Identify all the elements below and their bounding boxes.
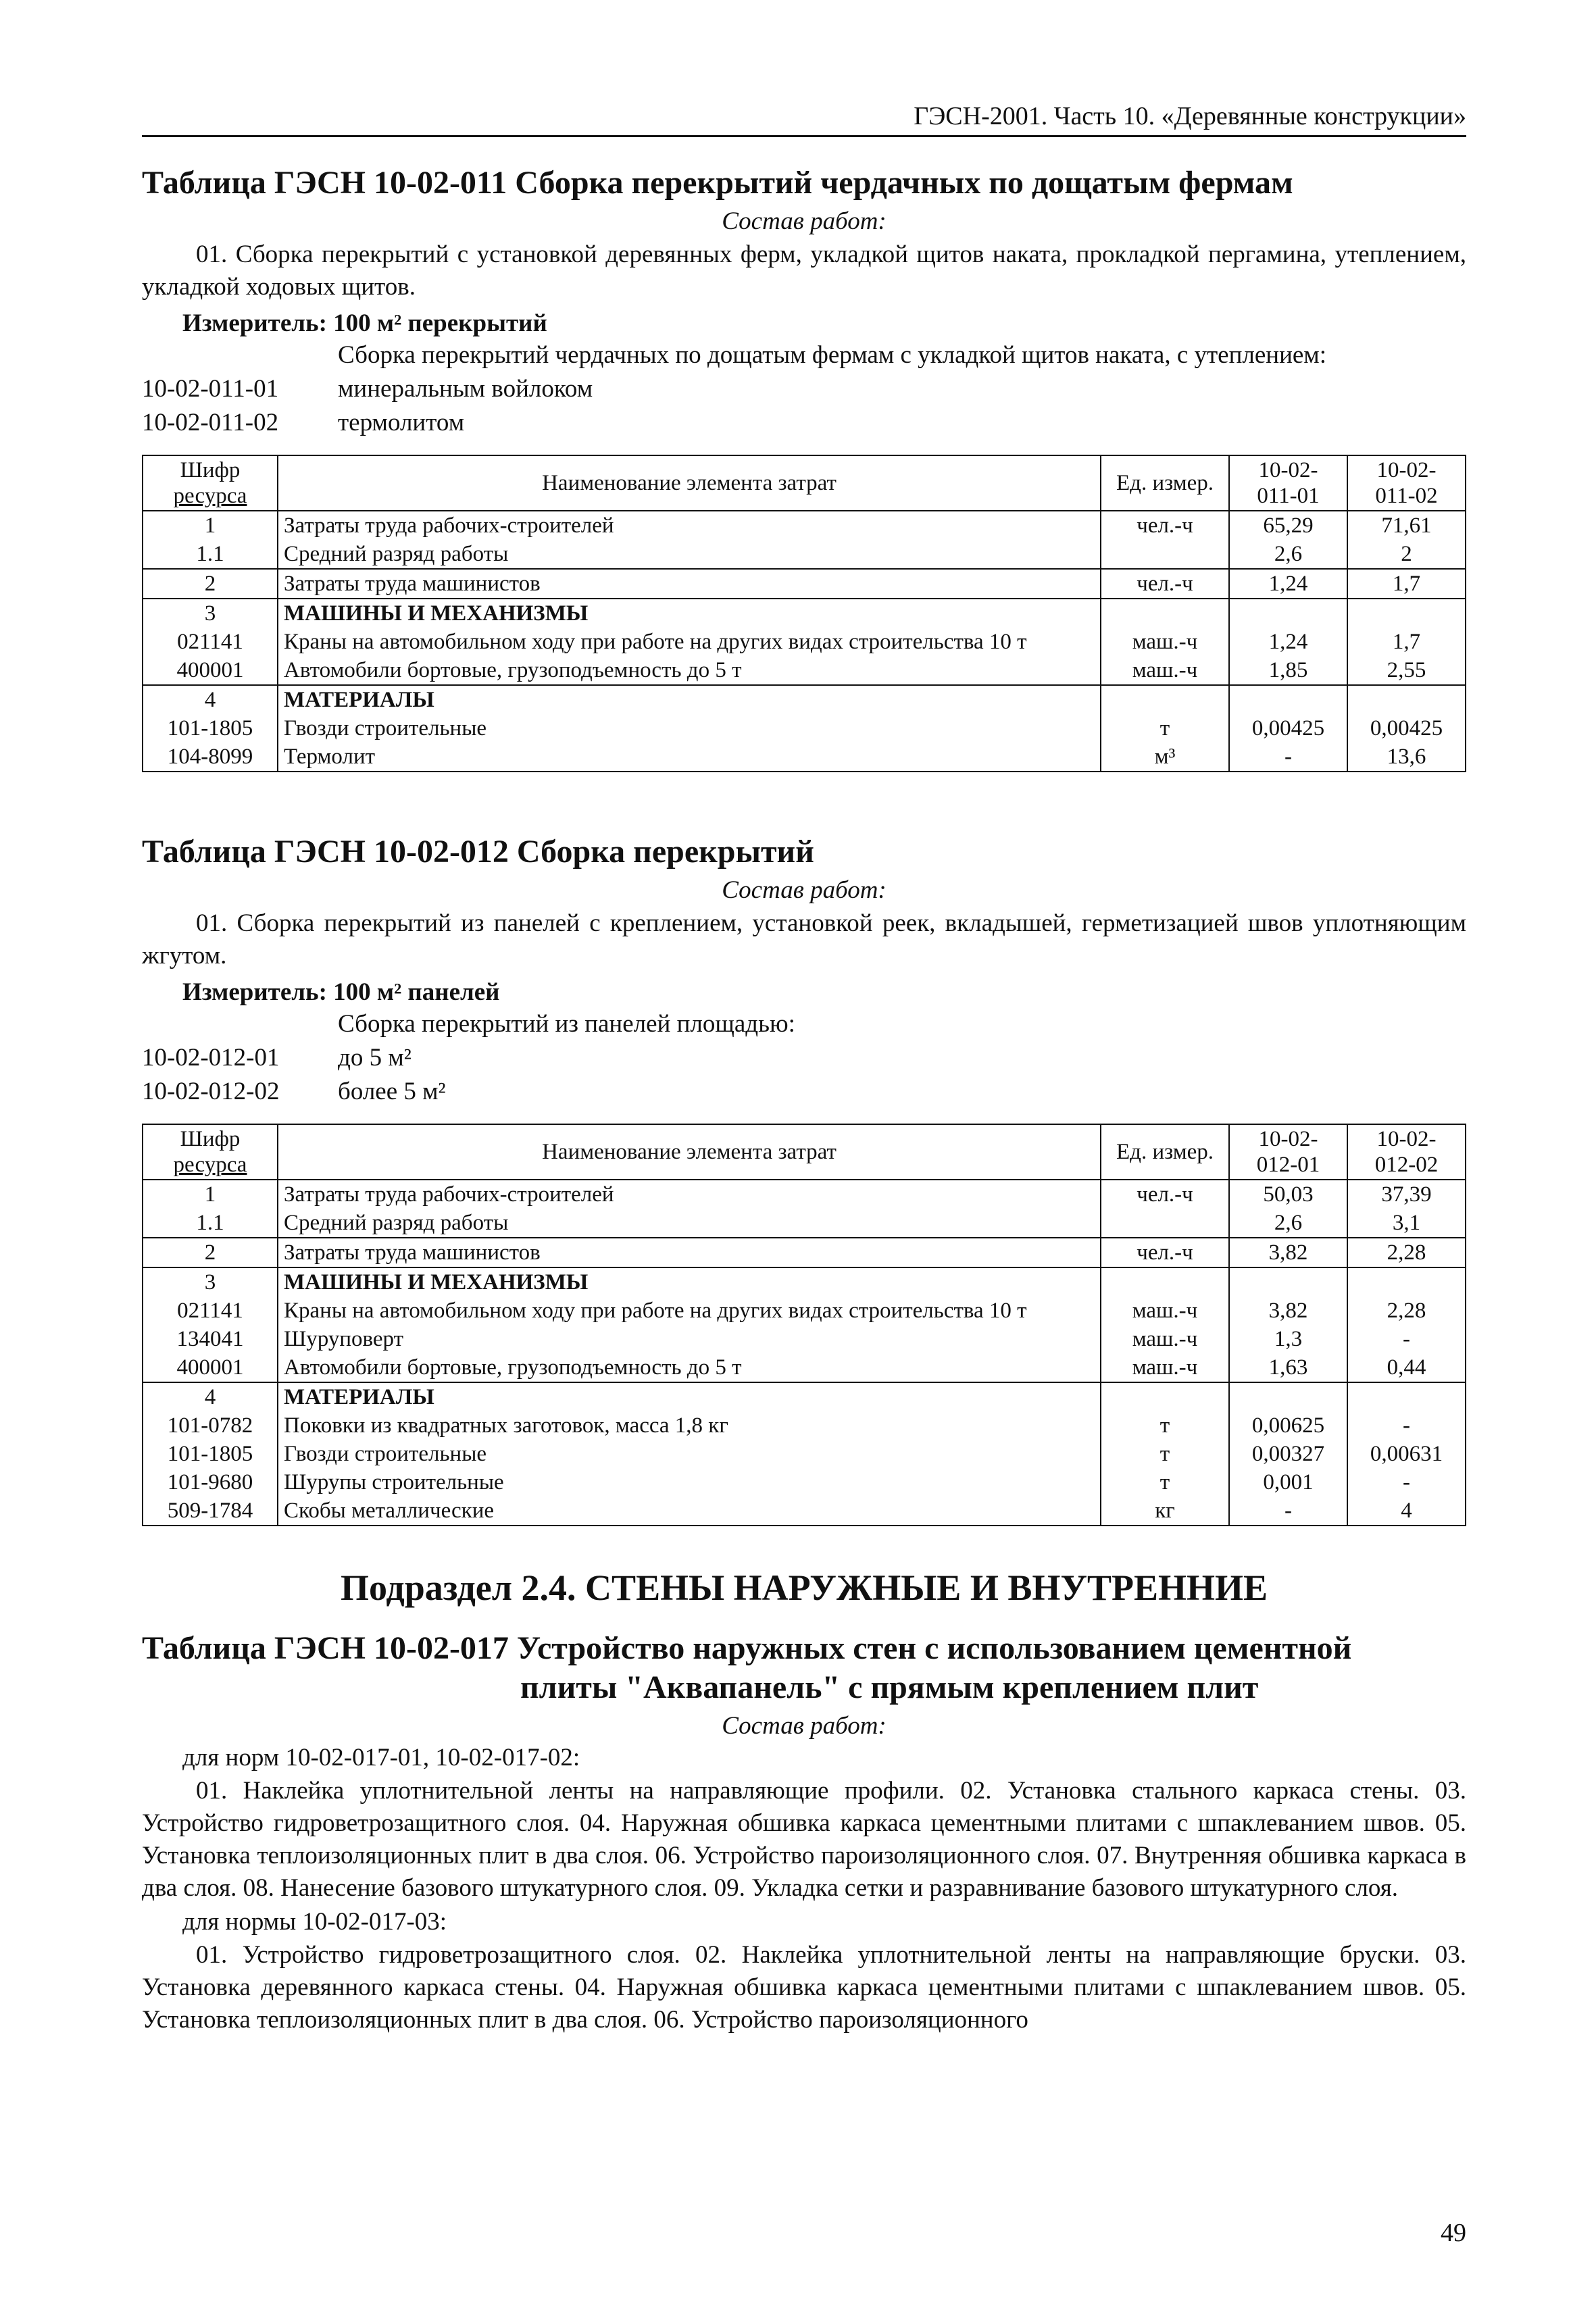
resource-code: 1.1 [143, 1209, 278, 1238]
norm-a-value [1229, 685, 1347, 714]
norm-b-value: 37,39 [1347, 1180, 1466, 1209]
resource-unit: маш.-ч [1101, 656, 1229, 685]
resource-unit: маш.-ч [1101, 1325, 1229, 1353]
norm-b-value: 4 [1347, 1496, 1466, 1526]
norm-code: 10-02-011-01 [142, 375, 279, 403]
table-row [143, 1209, 1466, 1238]
resource-code: 021141 [143, 628, 278, 656]
header-cipher: Шифр ресурса [143, 1124, 278, 1180]
norm-code: 10-02-011-02 [142, 409, 279, 436]
resource-code: 2 [143, 1238, 278, 1267]
table-row [143, 685, 1466, 714]
table-row [143, 1468, 1466, 1496]
document-page [142, 101, 1466, 2039]
codes-intro: Сборка перекрытий из панелей площадью: [338, 1010, 795, 1038]
header-unit: Ед. измер. [1101, 455, 1229, 511]
for-norms-label: для нормы 10-02-017-03: [182, 1908, 447, 1936]
table-row [143, 1440, 1466, 1468]
resource-name: МАШИНЫ И МЕХАНИЗМЫ [278, 1267, 1101, 1297]
resource-code: 400001 [143, 1353, 278, 1382]
table-header-row [143, 455, 1466, 511]
resource-code: 104-8099 [143, 743, 278, 772]
norm-b-value: 2,28 [1347, 1297, 1466, 1325]
table-title-line1: Таблица ГЭСН 10-02-017 Устройство наружных стен с использованием цементной [142, 1630, 1352, 1666]
resource-code: 101-9680 [143, 1468, 278, 1496]
works-text: 01. Устройство гидроветрозащитного слоя. 02. Наклейка уплотнительной ленты на направляющие бруски. 03. Установка деревянного каркаса стены. 04. Наружная обшивка каркаса цементными плитами с шпаклеванием швов. 05. Установка теплоизоляционных плит в два слоя. 06. Устройство пароизоляционного [142, 1941, 1466, 2034]
resource-unit [1101, 1267, 1229, 1297]
resource-name: МАТЕРИАЛЫ [278, 685, 1101, 714]
table-title-line2: плиты "Аквапанель" с прямым креплением плит [520, 1669, 1259, 1705]
resource-code: 1 [143, 511, 278, 540]
table-row [143, 656, 1466, 685]
header-norm-a: 10-02- 012-01 [1229, 1124, 1347, 1180]
table-row [143, 1353, 1466, 1382]
table-title: Таблица ГЭСН 10-02-011 Сборка перекрытий чердачных по дощатым фермам [142, 165, 1293, 201]
norm-b-value: 13,6 [1347, 743, 1466, 772]
norm-b-value [1347, 685, 1466, 714]
norm-codes-list [142, 372, 1466, 440]
norm-b-value: 2,28 [1347, 1238, 1466, 1267]
for-norms-label: для норм 10-02-017-01, 10-02-017-02: [182, 1744, 580, 1771]
subsection-title: Подраздел 2.4. СТЕНЫ НАРУЖНЫЕ И ВНУТРЕННИЕ [340, 1567, 1268, 1608]
resource-code: 021141 [143, 1297, 278, 1325]
works-text: 01. Сборка перекрытий из панелей с креплением, установкой реек, вкладышей, герметизацией швов уплотняющим жгутом. [142, 909, 1466, 970]
norm-a-value: 2,6 [1229, 540, 1347, 569]
header-name: Наименование элемента затрат [278, 455, 1101, 511]
header-name: Наименование элемента затрат [278, 1124, 1101, 1180]
resource-name: МАТЕРИАЛЫ [278, 1382, 1101, 1411]
resource-unit: т [1101, 1468, 1229, 1496]
resource-name: Шурупы строительные [278, 1468, 1101, 1496]
table-row [143, 1496, 1466, 1526]
norm-b-value [1347, 1267, 1466, 1297]
resource-code: 4 [143, 685, 278, 714]
norm-code-row [142, 372, 1466, 406]
resource-name: Автомобили бортовые, грузоподъемность до 5 т [278, 656, 1101, 685]
resource-unit: чел.-ч [1101, 1238, 1229, 1267]
norm-a-value: 1,24 [1229, 628, 1347, 656]
norm-b-value: - [1347, 1411, 1466, 1440]
resource-unit [1101, 599, 1229, 628]
table-title [142, 1629, 1466, 1707]
resource-name: Гвозди строительные [278, 1440, 1101, 1468]
resource-table [142, 455, 1466, 772]
page-number: 49 [1441, 2219, 1466, 2247]
norm-code-description: до 5 м² [338, 1044, 412, 1072]
table-row [143, 540, 1466, 569]
table-row [143, 628, 1466, 656]
norm-a-value: 0,00327 [1229, 1440, 1347, 1468]
norm-a-value: 0,001 [1229, 1468, 1347, 1496]
norm-b-value: 3,1 [1347, 1209, 1466, 1238]
norm-code-row [142, 1041, 1466, 1075]
resource-code: 134041 [143, 1325, 278, 1353]
norm-a-value: 1,85 [1229, 656, 1347, 685]
table-row [143, 1411, 1466, 1440]
header-norm-b: 10-02- 011-02 [1347, 455, 1466, 511]
table-row [143, 743, 1466, 772]
norm-b-value: - [1347, 1468, 1466, 1496]
norm-a-value: - [1229, 743, 1347, 772]
measure-unit: Измеритель: 100 м² панелей [182, 978, 500, 1006]
resource-name: Шуруповерт [278, 1325, 1101, 1353]
norm-a-value [1229, 1382, 1347, 1411]
resource-unit: чел.-ч [1101, 1180, 1229, 1209]
norm-b-value: 2 [1347, 540, 1466, 569]
norm-code-description: более 5 м² [338, 1078, 446, 1105]
resource-unit: маш.-ч [1101, 628, 1229, 656]
resource-name: Затраты труда машинистов [278, 1238, 1101, 1267]
norm-a-value [1229, 1267, 1347, 1297]
resource-unit: кг [1101, 1496, 1229, 1526]
measure-unit: Измеритель: 100 м² перекрытий [182, 309, 547, 337]
resource-code: 3 [143, 599, 278, 628]
resource-name: МАШИНЫ И МЕХАНИЗМЫ [278, 599, 1101, 628]
running-header: ГЭСН-2001. Часть 10. «Деревянные конструкции» [142, 101, 1466, 137]
resource-name: Автомобили бортовые, грузоподъемность до 5 т [278, 1353, 1101, 1382]
resource-name: Поковки из квадратных заготовок, масса 1,8 кг [278, 1411, 1101, 1440]
resource-unit: чел.-ч [1101, 569, 1229, 599]
table-row [143, 1382, 1466, 1411]
resource-name: Краны на автомобильном ходу при работе на других видах строительства 10 т [278, 1297, 1101, 1325]
norm-b-value: 1,7 [1347, 628, 1466, 656]
norm-a-value: 3,82 [1229, 1297, 1347, 1325]
works-label: Состав работ: [722, 1712, 887, 1740]
table-header-row [143, 1124, 1466, 1180]
codes-intro: Сборка перекрытий чердачных по дощатым фермам с укладкой щитов наката, с утеплением: [338, 341, 1326, 369]
norm-a-value: 1,63 [1229, 1353, 1347, 1382]
norm-a-value: 1,24 [1229, 569, 1347, 599]
norm-code: 10-02-012-02 [142, 1078, 280, 1105]
resource-unit: т [1101, 714, 1229, 743]
resource-unit [1101, 1209, 1229, 1238]
norm-code-description: термолитом [338, 409, 465, 436]
resource-code: 3 [143, 1267, 278, 1297]
norm-b-value: 0,44 [1347, 1353, 1466, 1382]
resource-code: 2 [143, 569, 278, 599]
resource-code: 400001 [143, 656, 278, 685]
resource-name: Краны на автомобильном ходу при работе на других видах строительства 10 т [278, 628, 1101, 656]
norm-a-value: 1,3 [1229, 1325, 1347, 1353]
resource-unit [1101, 685, 1229, 714]
header-norm-a: 10-02- 011-01 [1229, 455, 1347, 511]
norm-b-value [1347, 599, 1466, 628]
resource-unit: маш.-ч [1101, 1353, 1229, 1382]
resource-unit [1101, 540, 1229, 569]
table-row [143, 511, 1466, 540]
norm-code-row [142, 406, 1466, 440]
norm-b-value: 0,00631 [1347, 1440, 1466, 1468]
resource-unit [1101, 1382, 1229, 1411]
table-row [143, 599, 1466, 628]
resource-name: Средний разряд работы [278, 1209, 1101, 1238]
table-row [143, 714, 1466, 743]
table-row [143, 1297, 1466, 1325]
resource-name: Скобы металлические [278, 1496, 1101, 1526]
norm-b-value: 71,61 [1347, 511, 1466, 540]
resource-code: 101-1805 [143, 1440, 278, 1468]
resource-table [142, 1124, 1466, 1526]
resource-code: 1 [143, 1180, 278, 1209]
works-label: Состав работ: [722, 876, 887, 904]
resource-code: 101-0782 [143, 1411, 278, 1440]
table-row [143, 1180, 1466, 1209]
norm-code-description: минеральным войлоком [338, 375, 593, 403]
works-text: 01. Наклейка уплотнительной ленты на направляющие профили. 02. Установка стального каркаса стены. 03. Устройство гидроветрозащитного слоя. 04. Наружная обшивка каркаса цементными плитами с шпаклеванием швов. 05. Установка теплоизоляционных плит в два слоя. 06. Устройство пароизоляционного слоя. 07. Внутренняя обшивка каркаса в два слоя. 08. Нанесение базового штукатурного слоя. 09. Укладка сетки и разравнивание базового штукатурного слоя. [142, 1777, 1466, 1902]
norm-a-value: 0,00425 [1229, 714, 1347, 743]
header-unit: Ед. измер. [1101, 1124, 1229, 1180]
resource-name: Термолит [278, 743, 1101, 772]
resource-name: Затраты труда рабочих-строителей [278, 511, 1101, 540]
table-row [143, 1267, 1466, 1297]
resource-name: Затраты труда рабочих-строителей [278, 1180, 1101, 1209]
resource-name: Средний разряд работы [278, 540, 1101, 569]
norm-a-value: - [1229, 1496, 1347, 1526]
header-cipher: Шифр ресурса [143, 455, 278, 511]
norm-a-value: 65,29 [1229, 511, 1347, 540]
norm-code: 10-02-012-01 [142, 1044, 280, 1072]
resource-unit: т [1101, 1440, 1229, 1468]
resource-name: Гвозди строительные [278, 714, 1101, 743]
works-text: 01. Сборка перекрытий с установкой деревянных ферм, укладкой щитов наката, прокладкой пергамина, утеплением, укладкой ходовых щитов. [142, 241, 1466, 301]
norm-a-value: 50,03 [1229, 1180, 1347, 1209]
norm-b-value [1347, 1382, 1466, 1411]
norm-a-value [1229, 599, 1347, 628]
works-label: Состав работ: [722, 207, 887, 235]
norm-a-value: 0,00625 [1229, 1411, 1347, 1440]
norm-b-value: 0,00425 [1347, 714, 1466, 743]
resource-unit: чел.-ч [1101, 511, 1229, 540]
norm-code-row [142, 1075, 1466, 1109]
resource-code: 101-1805 [143, 714, 278, 743]
table-row [143, 1325, 1466, 1353]
resource-code: 509-1784 [143, 1496, 278, 1526]
table-row [143, 569, 1466, 599]
resource-name: Затраты труда машинистов [278, 569, 1101, 599]
resource-code: 4 [143, 1382, 278, 1411]
header-norm-b: 10-02- 012-02 [1347, 1124, 1466, 1180]
resource-unit: м³ [1101, 743, 1229, 772]
norm-a-value: 3,82 [1229, 1238, 1347, 1267]
norm-codes-list [142, 1041, 1466, 1109]
norm-b-value: 1,7 [1347, 569, 1466, 599]
resource-unit: т [1101, 1411, 1229, 1440]
table-title: Таблица ГЭСН 10-02-012 Сборка перекрытий [142, 834, 814, 870]
norm-b-value: - [1347, 1325, 1466, 1353]
resource-unit: маш.-ч [1101, 1297, 1229, 1325]
resource-code: 1.1 [143, 540, 278, 569]
norm-a-value: 2,6 [1229, 1209, 1347, 1238]
table-row [143, 1238, 1466, 1267]
norm-b-value: 2,55 [1347, 656, 1466, 685]
